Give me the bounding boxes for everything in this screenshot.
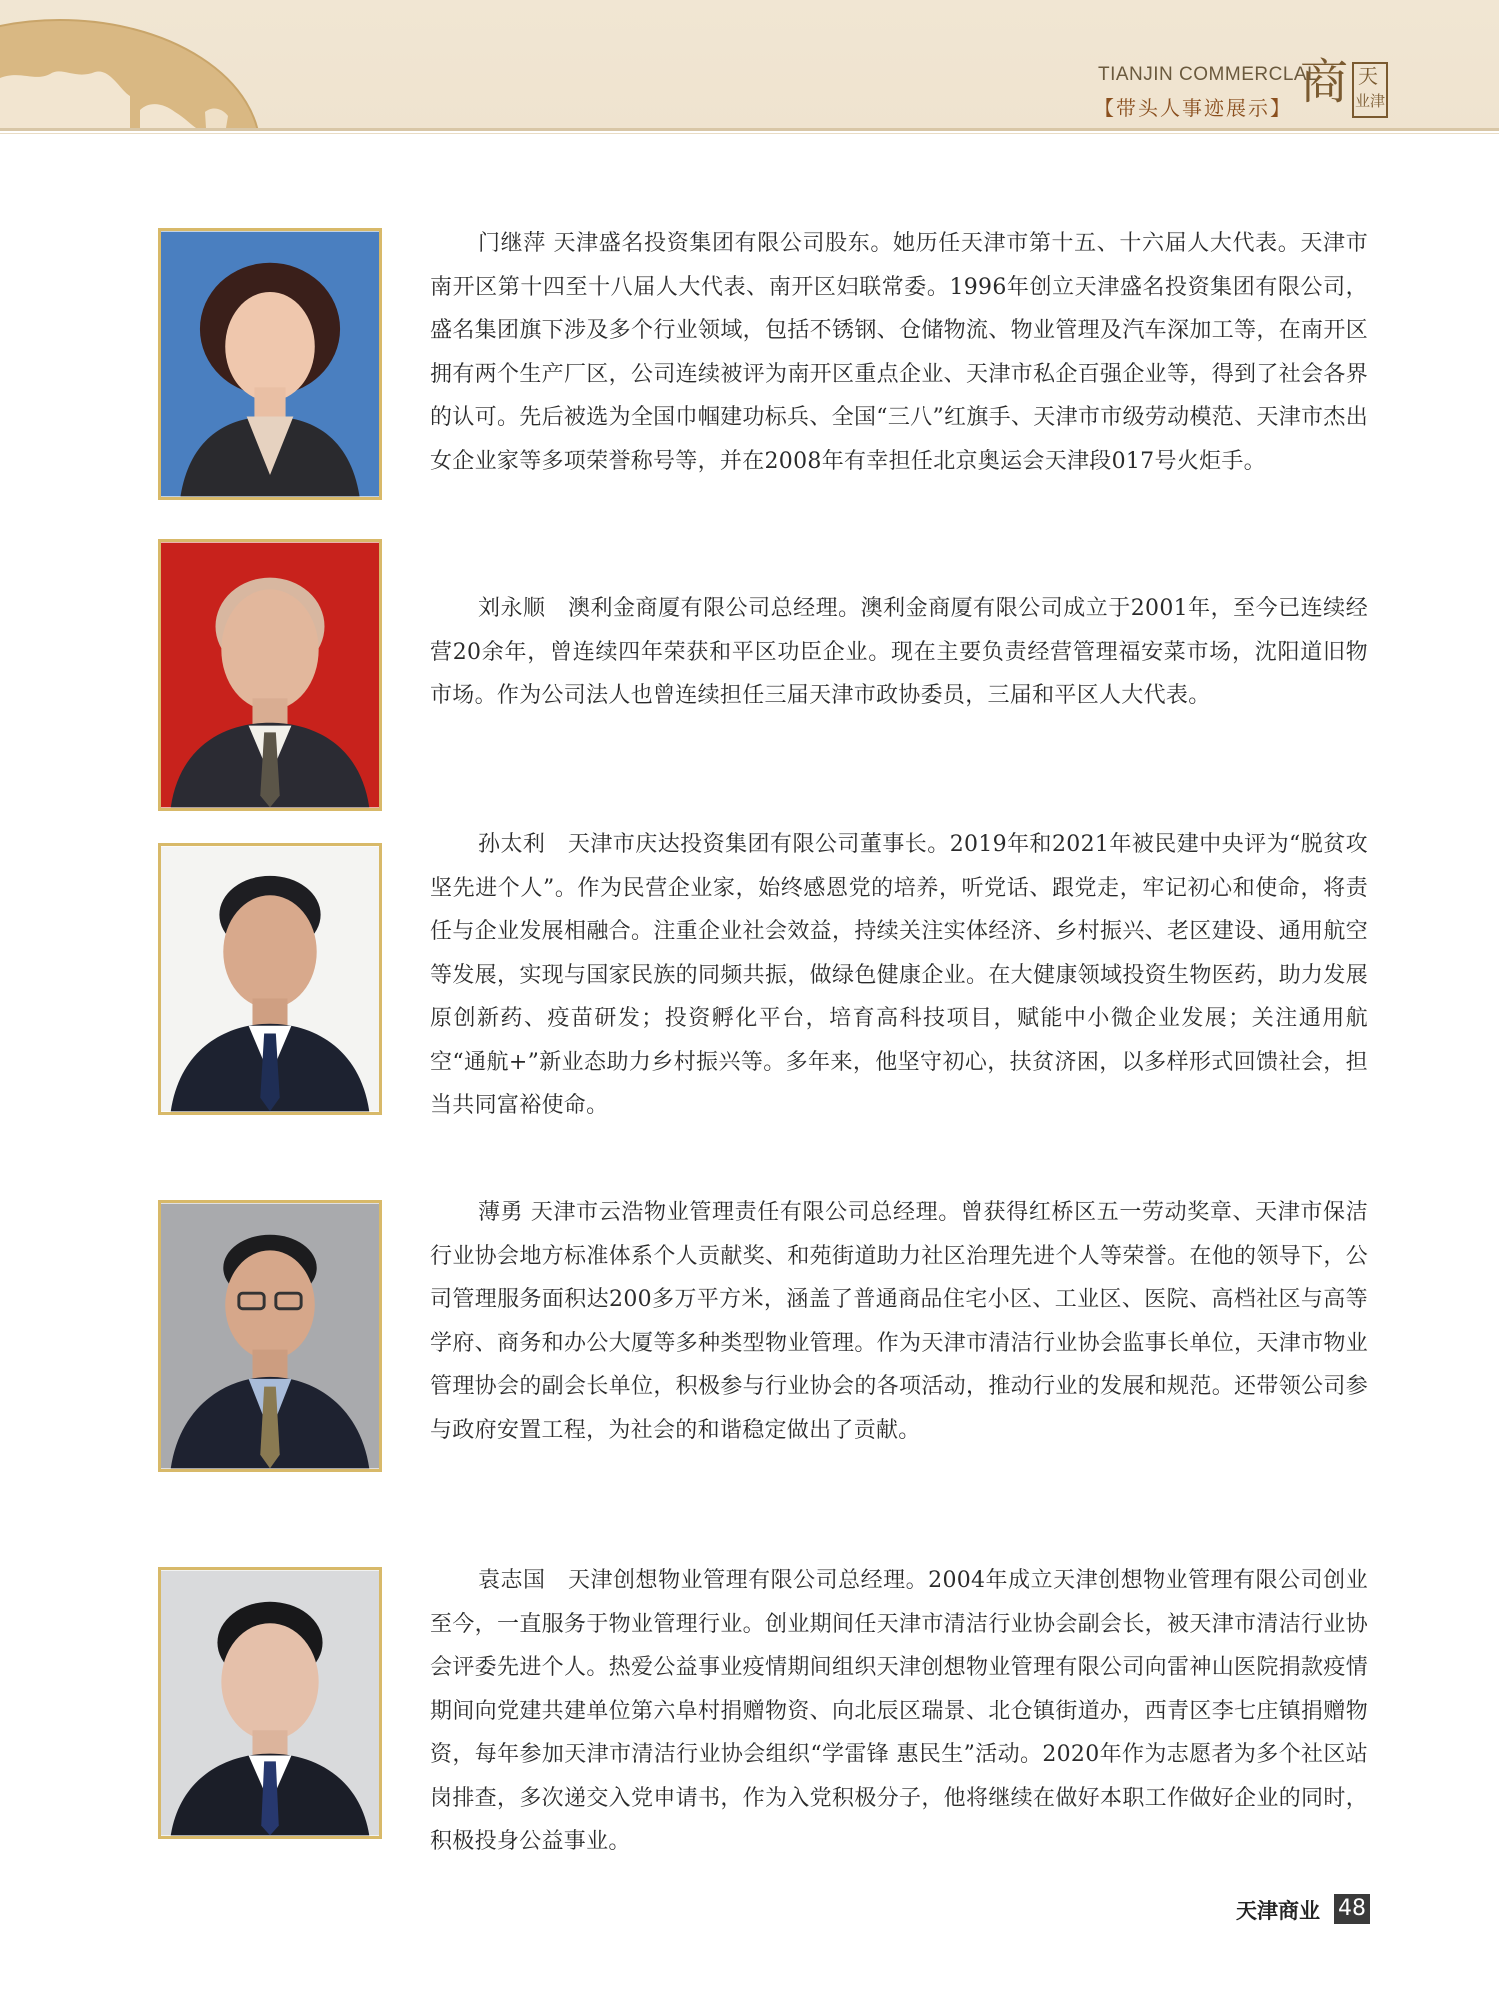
portrait-man-icon	[161, 1570, 379, 1836]
profile-bio-3: 孙太利 天津市庆达投资集团有限公司董事长。2019年和2021年被民建中央评为“脱贫攻坚先进个人”。作为民营企业家，始终感恩党的培养，听党话、跟党走，牢记初心和使命，将责任与企业发展相融合。注重企业社会效益，持续关注实体经济、乡村振兴、老区建设、通用航空等发展，实现与国家民族的同频共振，做绿色健康企业。在大健康领域投资生物医药，助力发展原创新药、疫苗研发；投资孵化平台，培育高科技项目，赋能中小微企业发展；关注通用航空“通航+”新业态助力乡村振兴等。多年来，他坚守初心，扶贫济困，以多样形式回馈社会，担当共同富裕使命。	[430, 832, 1368, 1118]
profile-bio-1: 门继萍 天津盛名投资集团有限公司股东。她历任天津市第十五、十六届人大代表。天津市南开区第十四至十八届人大代表、南开区妇联常委。1996年创立天津盛名投资集团有限公司，盛名集团旗下涉及多个行业领域，包括不锈钢、仓储物流、物业管理及汽车深加工等，在南开区拥有两个生产厂区，公司连续被评为南开区重点企业、天津市私企百强企业等，得到了社会各界的认可。先后被选为全国巾帼建功标兵、全国“三八”红旗手、天津市市级劳动模范、天津市杰出女企业家等多项荣誉称号等，并在2008年有幸担任北京奥运会天津段017号火炬手。	[430, 231, 1368, 474]
magazine-name: 天津商业	[1236, 1899, 1320, 1923]
logo-side-top: 天	[1358, 64, 1378, 88]
portrait-woman-icon	[161, 231, 379, 497]
portrait-photo-4	[158, 1200, 382, 1472]
page-number: 48	[1334, 1894, 1370, 1924]
portrait-man-glasses-icon	[161, 1203, 379, 1469]
header-divider-thin	[0, 133, 1499, 134]
portrait-photo-2	[158, 539, 382, 811]
portrait-photo-1	[158, 228, 382, 500]
profile-bio-5: 袁志国 天津创想物业管理有限公司总经理。2004年成立天津创想物业管理有限公司创业至今，一直服务于物业管理行业。创业期间任天津市清洁行业协会副会长，被天津市清洁行业协会评委先进个人。热爱公益事业疫情期间组织天津创想物业管理有限公司向雷神山医院捐款疫情期间向党建共建单位第六阜村捐赠物资、向北辰区瑞景、北仓镇街道办，西青区李七庄镇捐赠物资，每年参加天津市清洁行业协会组织“学雷锋 惠民生”活动。2020年作为志愿者为多个社区站岗排查，多次递交入党申请书，作为入党积极分子，他将继续在做好本职工作做好企业的同时，积极投身公益事业。	[430, 1568, 1368, 1854]
portrait-man-icon	[161, 542, 379, 808]
header-section-title: 【带头人事迹展示】	[1094, 96, 1292, 120]
logo-main-char: 商	[1300, 54, 1349, 110]
portrait-man-icon	[161, 846, 379, 1112]
header-divider	[0, 128, 1499, 131]
portrait-photo-5	[158, 1567, 382, 1839]
profile-bio-4: 薄勇 天津市云浩物业管理责任有限公司总经理。曾获得红桥区五一劳动奖章、天津市保洁行业协会地方标准体系个人贡献奖、和苑街道助力社区治理先进个人等荣誉。在他的领导下，公司管理服务面积达200多万平方米，涵盖了普通商品住宅小区、工业区、医院、高档社区与高等学府、商务和办公大厦等多种类型物业管理。作为天津市清洁行业协会监事长单位，天津市物业管理协会的副会长单位，积极参与行业协会的各项活动，推动行业的发展和规范。还带领公司参与政府安置工程，为社会的和谐稳定做出了贡献。	[430, 1200, 1368, 1443]
header-english-title: TIANJIN COMMERCLAL	[1098, 64, 1319, 85]
portrait-photo-3	[158, 843, 382, 1115]
globe-illustration	[0, 0, 260, 128]
profile-bio-2: 刘永顺 澳利金商厦有限公司总经理。澳利金商厦有限公司成立于2001年，至今已连续经营20余年，曾连续四年荣获和平区功臣企业。现在主要负责经营管理福安菜市场，沈阳道旧物市场。作为公司法人也曾连续担任三届天津市政协委员，三届和平区人大代表。	[430, 596, 1368, 708]
logo-side-bottom: 业津	[1355, 92, 1386, 110]
